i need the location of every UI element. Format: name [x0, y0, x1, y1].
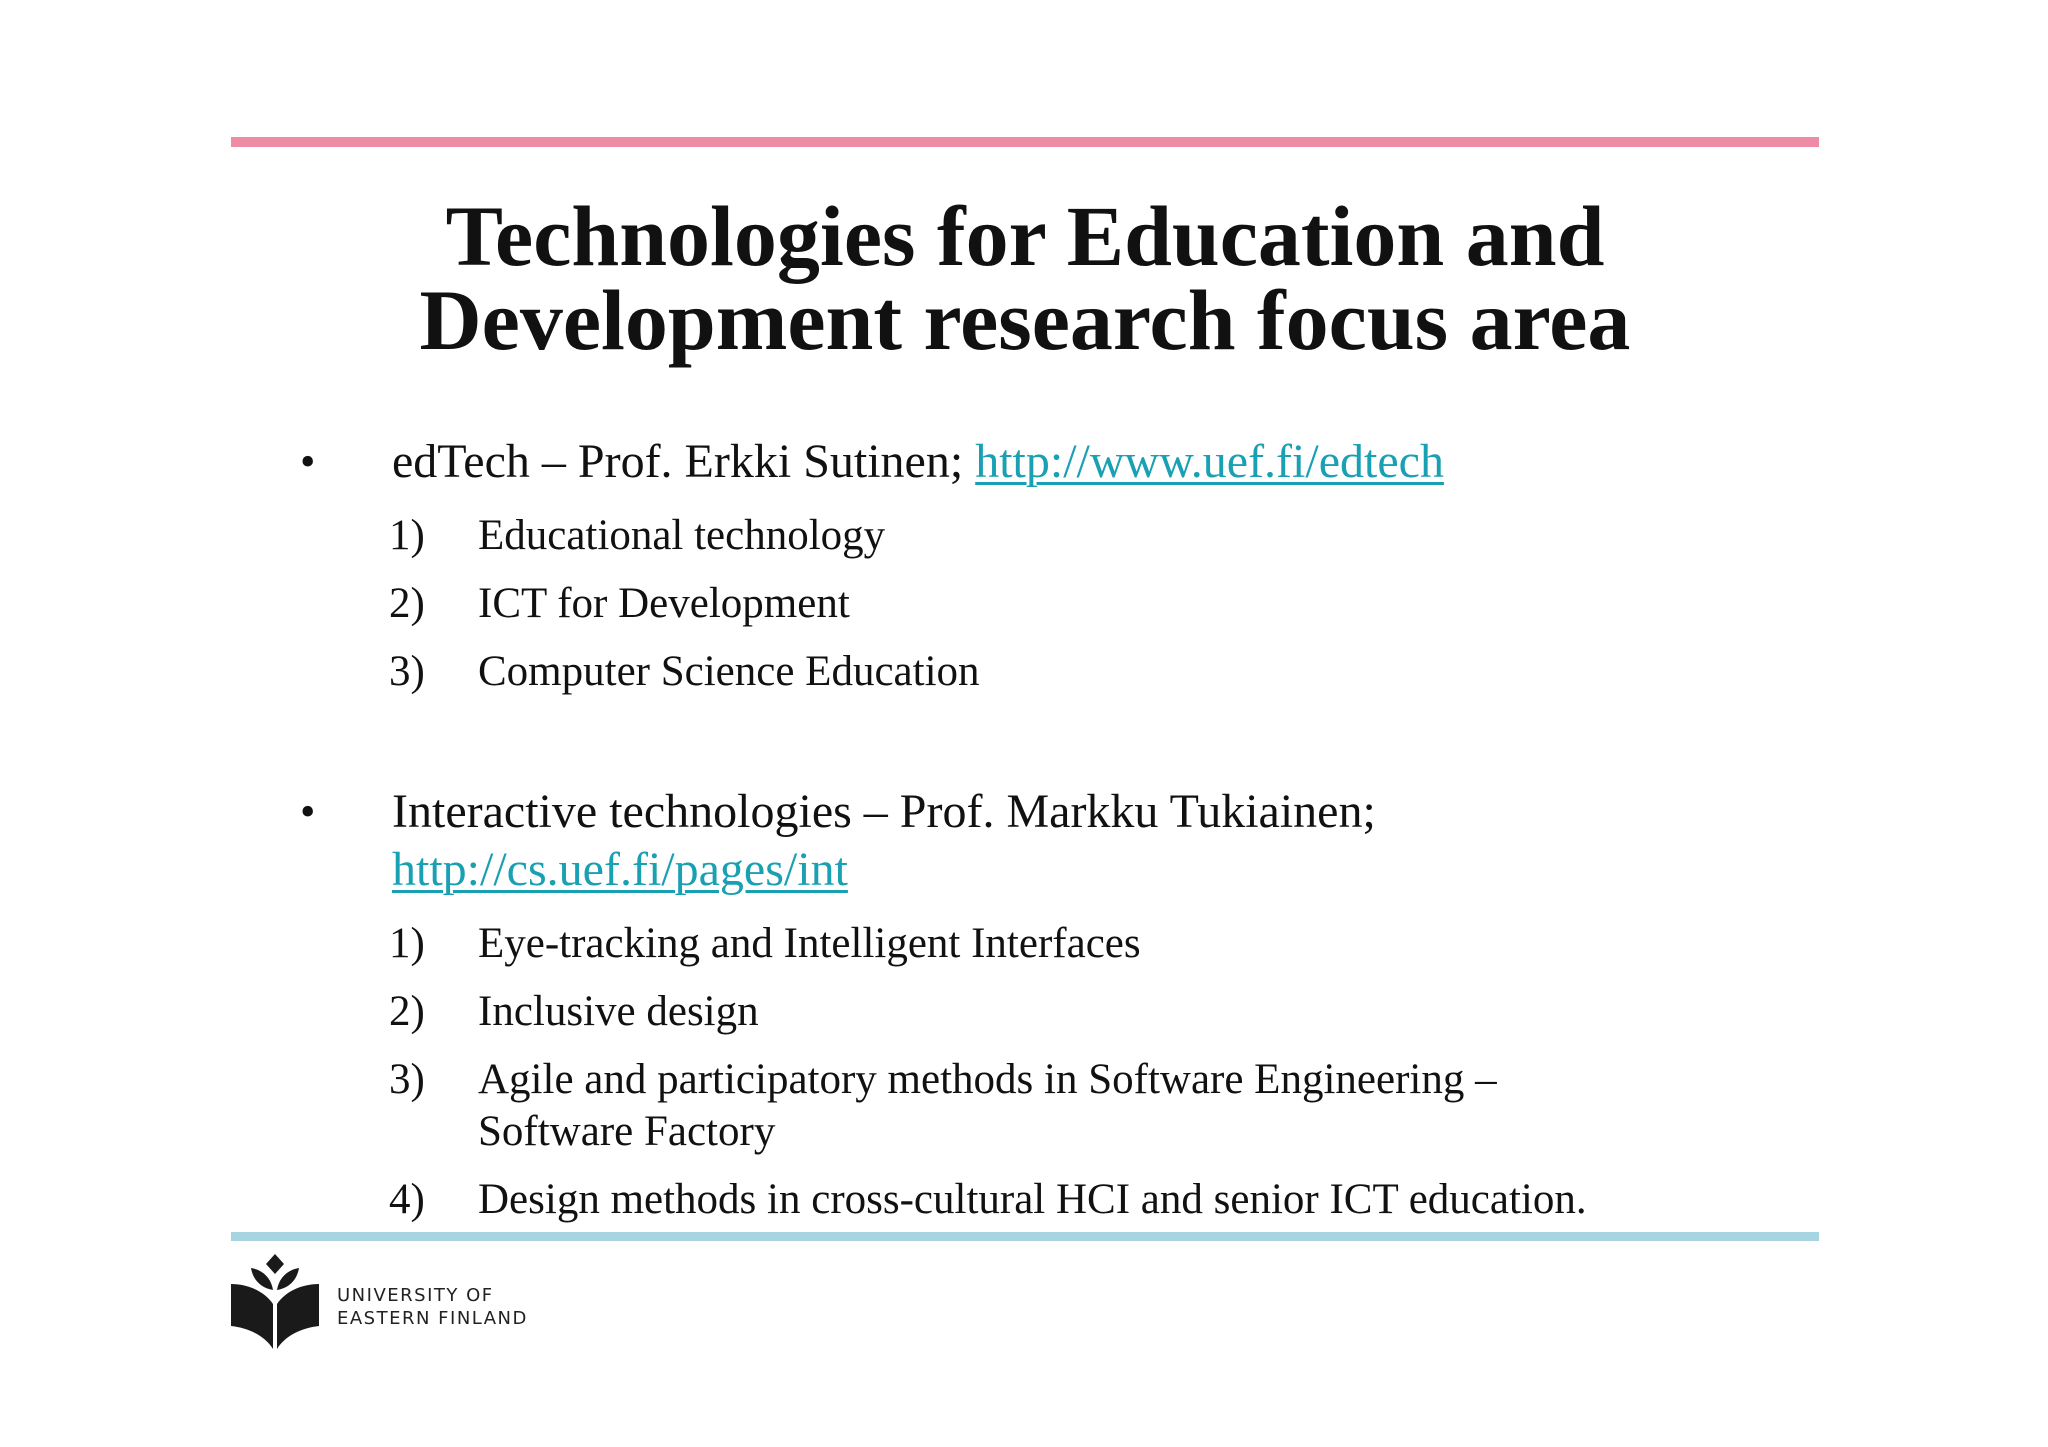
logo-line-1: UNIVERSITY OF: [337, 1285, 494, 1306]
list-number: 3): [389, 1056, 425, 1103]
list-number: 1): [389, 512, 425, 559]
university-name: [337, 1284, 528, 1330]
list-text: Computer Science Education: [478, 648, 980, 695]
edtech-link[interactable]: http://www.uef.fi/edtech: [975, 435, 1444, 488]
university-emblem-icon: [231, 1254, 319, 1349]
list-text: Inclusive design: [478, 988, 759, 1035]
list-text: Software Factory: [478, 1108, 776, 1155]
bullet-text: [392, 433, 1444, 491]
bullet-dot-icon: •: [300, 437, 316, 486]
list-text: Educational technology: [478, 512, 886, 559]
title-line-2: Development research focus area: [419, 272, 1631, 368]
list-text: Eye-tracking and Intelligent Interfaces: [478, 920, 1141, 967]
list-text: ICT for Development: [478, 580, 850, 627]
list-text: Agile and participatory methods in Software Engineering –: [478, 1056, 1497, 1103]
bottom-divider: [231, 1232, 1819, 1241]
title-line-1: Technologies for Education and: [445, 188, 1605, 284]
list-number: 1): [389, 920, 425, 967]
list-number: 2): [389, 580, 425, 627]
bullet-label: Interactive technologies – Prof. Markku Tukiainen;: [392, 785, 1376, 838]
list-number: 4): [389, 1176, 425, 1223]
list-text: Design methods in cross-cultural HCI and senior ICT education.: [478, 1176, 1587, 1223]
university-logo: [231, 1254, 531, 1349]
list-number: 3): [389, 648, 425, 695]
bullet-text: [392, 841, 848, 899]
slide-title: [231, 188, 1819, 368]
bullet-dot-icon: •: [300, 787, 316, 836]
logo-line-2: EASTERN FINLAND: [337, 1308, 528, 1329]
top-divider: [231, 137, 1819, 147]
interactive-link[interactable]: http://cs.uef.fi/pages/int: [392, 843, 848, 896]
bullet-label: edTech – Prof. Erkki Sutinen;: [392, 435, 976, 488]
list-number: 2): [389, 988, 425, 1035]
